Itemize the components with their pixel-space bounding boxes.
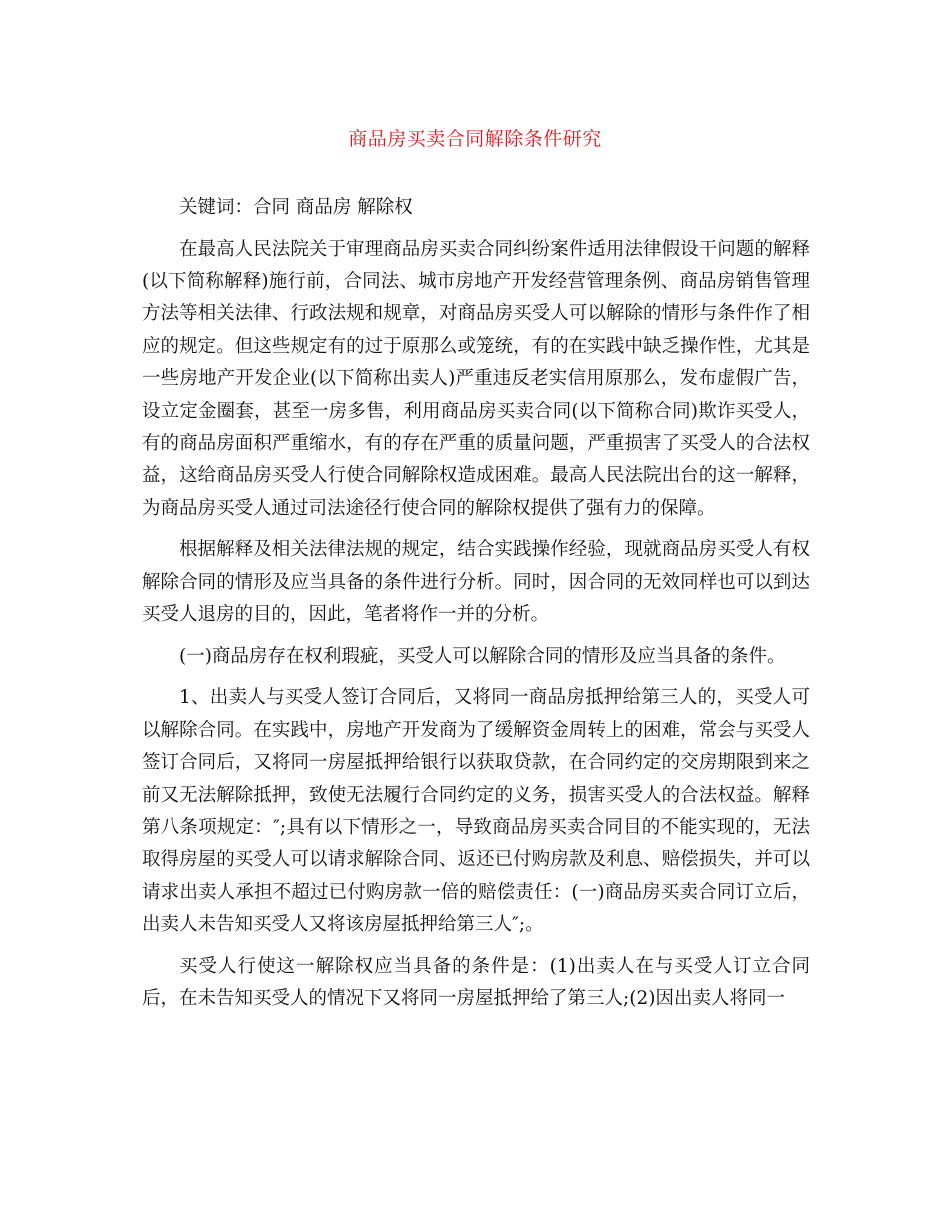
keywords-paragraph: 关键词：合同 商品房 解除权 [179,197,413,218]
document-title: 商品房买卖合同解除条件研究 [348,128,602,150]
body-paragraph: 1、出卖人与买受人签订合同后，又将同一商品房抵押给第三人的，买受人可以解除合同。在实践中，房地产开发商为了缓解资金周转上的困难，常会与买受人签订合同后，又将同一房屋抵押给银行以获取贷款，在合同约定的交房期限到来之前又无法解除抵押，致使无法履行合同约定的义务，损害买受人的合法权益。解释第八条项规定：″;具有以下情形之一，导致商品房买卖合同目的不能实现的，无法取得房屋的买受人可以请求解除合同、返还已付购房款及利息、赔偿损失，并可以请求出卖人承担不超过已付购房款一倍的赔偿责任：(一)商品房买卖合同订立后，出卖人未告知买受人又将该房屋抵押给第三人″;。 [142,687,810,936]
body-paragraph: 买受人行使这一解除权应当具备的条件是：(1)出卖人在与买受人订立合同后，在未告知买受人的情况下又将同一房屋抵押给了第三人;(2)因出卖人将同一 [142,955,810,1010]
body-paragraph: 在最高人民法院关于审理商品房买卖合同纠纷案件适用法律假设干问题的解释(以下简称解释)施行前，合同法、城市房地产开发经营管理条例、商品房销售管理方法等相关法律、行政法规和规章，对商品房买受人可以解除的情形与条件作了相应的规定。但这些规定有的过于原那么或笼统，有的在实践中缺乏操作性，尤其是一些房地产开发企业(以下简称出卖人)严重违反老实信用原那么，发布虚假广告，设立定金圈套，甚至一房多售，利用商品房买卖合同(以下简称合同)欺诈买受人，有的商品房面积严重缩水，有的存在严重的质量问题，严重损害了买受人的合法权益，这给商品房买受人行使合同解除权造成困难。最高人民法院出台的这一解释，为商品房买受人通过司法途径行使合同的解除权提供了强有力的保障。 [142,238,810,519]
section-heading: (一)商品房存在权利瑕疵，买受人可以解除合同的情形及应当具备的条件。 [179,645,786,667]
body-paragraph: 根据解释及相关法律法规的规定，结合实践操作经验，现就商品房买受人有权解除合同的情形及应当具备的条件进行分析。同时，因合同的无效同样也可以到达买受人退房的目的，因此，笔者将作一并的分析。 [142,539,810,626]
document-body [142,192,810,1025]
